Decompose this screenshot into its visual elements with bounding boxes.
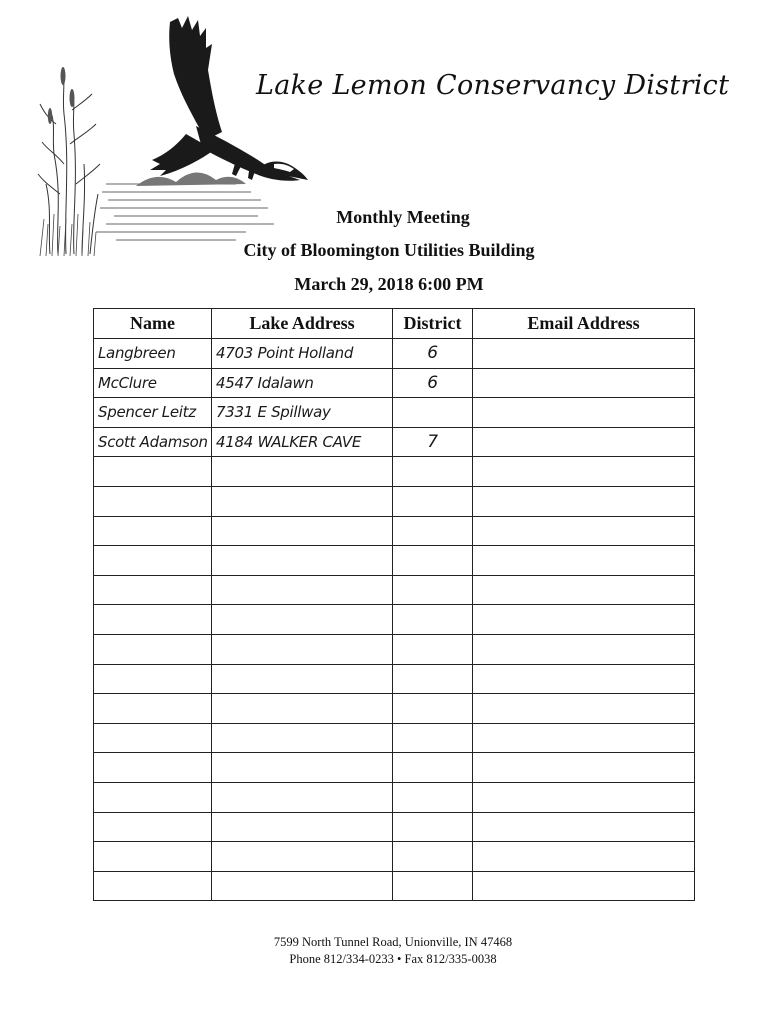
cell-district: [393, 842, 473, 872]
table-row: [94, 842, 695, 872]
meeting-location: City of Bloomington Utilities Building: [243, 240, 535, 260]
cell-name: [94, 605, 212, 635]
cell-email-address: [473, 398, 695, 428]
cell-lake-address: [212, 753, 393, 783]
column-header-email-address: Email Address: [473, 309, 695, 339]
cell-email-address: [473, 753, 695, 783]
table-row: [94, 753, 695, 783]
cell-name: [94, 546, 212, 576]
table-row: [94, 664, 695, 694]
cell-email-address: [473, 871, 695, 901]
cell-email-address: [473, 368, 695, 398]
cell-lake-address: [212, 486, 393, 516]
table-row: [94, 605, 695, 635]
cell-district: [393, 753, 473, 783]
cell-lake-address: [212, 871, 393, 901]
cell-lake-address: 4703 Point Holland: [212, 339, 393, 369]
cell-name: [94, 842, 212, 872]
cell-email-address: [473, 575, 695, 605]
table-row: [94, 634, 695, 664]
cell-email-address: [473, 339, 695, 369]
cell-lake-address: 7331 E Spillway: [212, 398, 393, 428]
cell-lake-address: [212, 694, 393, 724]
column-header-district: District: [393, 309, 473, 339]
cell-name: [94, 575, 212, 605]
cell-lake-address: [212, 457, 393, 487]
cell-email-address: [473, 427, 695, 457]
cell-name: [94, 694, 212, 724]
table-row: [94, 457, 695, 487]
cell-lake-address: [212, 723, 393, 753]
cell-email-address: [473, 634, 695, 664]
cell-lake-address: 4547 Idalawn: [212, 368, 393, 398]
table-row: [94, 427, 695, 457]
table-row: [94, 871, 695, 901]
cell-email-address: [473, 812, 695, 842]
cell-lake-address: [212, 605, 393, 635]
cell-name: [94, 634, 212, 664]
table-row: [94, 723, 695, 753]
cell-lake-address: [212, 546, 393, 576]
cell-email-address: [473, 723, 695, 753]
meeting-title: Monthly Meeting: [336, 207, 470, 227]
cell-district: [393, 634, 473, 664]
cell-district: [393, 516, 473, 546]
cell-district: [393, 694, 473, 724]
cell-district: 6: [393, 368, 473, 398]
cell-district: [393, 812, 473, 842]
cell-name: [94, 516, 212, 546]
cell-lake-address: [212, 782, 393, 812]
cell-email-address: [473, 694, 695, 724]
cell-lake-address: [212, 842, 393, 872]
cell-district: 7: [393, 427, 473, 457]
table-row: [94, 694, 695, 724]
sign-in-table: [93, 308, 695, 901]
cell-lake-address: 4184 WALKER CAVE: [212, 427, 393, 457]
column-header-name: Name: [94, 309, 212, 339]
cell-name: [94, 723, 212, 753]
cell-lake-address: [212, 664, 393, 694]
cell-email-address: [473, 842, 695, 872]
table-row: [94, 516, 695, 546]
cell-email-address: [473, 605, 695, 635]
cell-name: [94, 812, 212, 842]
cell-district: [393, 871, 473, 901]
cell-email-address: [473, 516, 695, 546]
table-header-row: [94, 309, 695, 339]
table-row: [94, 486, 695, 516]
table-row: [94, 368, 695, 398]
cell-name: Spencer Leitz: [94, 398, 212, 428]
cell-lake-address: [212, 634, 393, 664]
cell-email-address: [473, 457, 695, 487]
cell-lake-address: [212, 575, 393, 605]
column-header-lake-address: Lake Address: [212, 309, 393, 339]
meeting-datetime: March 29, 2018 6:00 PM: [294, 274, 484, 294]
cell-email-address: [473, 664, 695, 694]
table-body: [94, 339, 695, 901]
cell-district: [393, 605, 473, 635]
cell-name: [94, 871, 212, 901]
footer-phone-fax: Phone 812/334-0233 • Fax 812/335-0038: [289, 952, 497, 966]
organization-name: Lake Lemon Conservancy District: [256, 70, 730, 101]
cell-lake-address: [212, 516, 393, 546]
cell-name: [94, 664, 212, 694]
table-row: [94, 782, 695, 812]
cell-name: [94, 753, 212, 783]
cell-district: [393, 546, 473, 576]
footer-address: 7599 North Tunnel Road, Unionville, IN 47468: [273, 935, 513, 949]
table-row: [94, 575, 695, 605]
table-row: [94, 398, 695, 428]
cell-name: [94, 457, 212, 487]
cell-name: Langbreen: [94, 339, 212, 369]
cell-lake-address: [212, 812, 393, 842]
cell-name: McClure: [94, 368, 212, 398]
cell-email-address: [473, 546, 695, 576]
cell-name: [94, 486, 212, 516]
cell-name: Scott Adamson: [94, 427, 212, 457]
table-row: [94, 546, 695, 576]
cell-email-address: [473, 486, 695, 516]
cell-district: [393, 664, 473, 694]
table-row: [94, 339, 695, 369]
cell-district: [393, 575, 473, 605]
cell-district: [393, 486, 473, 516]
table-row: [94, 812, 695, 842]
cell-district: [393, 782, 473, 812]
cell-district: [393, 723, 473, 753]
cell-district: [393, 457, 473, 487]
cell-email-address: [473, 782, 695, 812]
cell-district: 6: [393, 339, 473, 369]
cell-name: [94, 782, 212, 812]
cell-district: [393, 398, 473, 428]
